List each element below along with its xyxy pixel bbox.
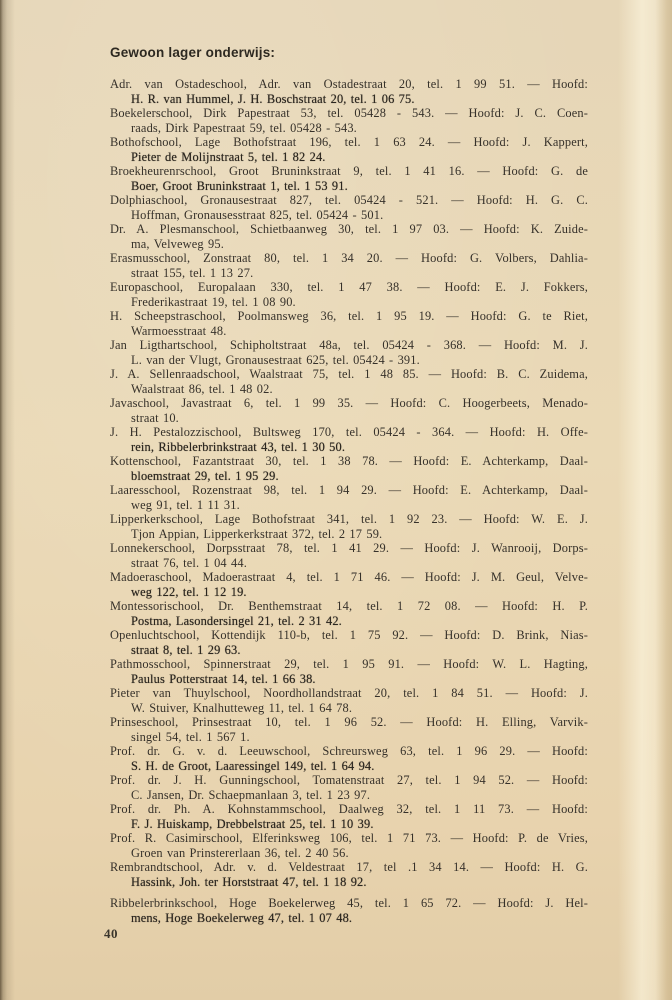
entry-line-2: rein, Ribbelerbrinkstraat 43, tel. 1 30 50. (131, 439, 346, 454)
entry-line-1: Dolphiaschool, Gronausestraat 827, tel. 05424 - 521. — Hoofd: H. G. C. (110, 193, 588, 207)
directory-entry (110, 628, 588, 657)
directory-entry (110, 686, 588, 715)
entry-line-2: Waalstraat 86, tel. 1 48 02. (131, 381, 273, 396)
entry-line-1: Bothofschool, Lage Bothofstraat 196, tel. 1 63 24. — Hoofd: J. Kappert, (110, 135, 588, 149)
directory-entry (110, 425, 588, 454)
directory-entry (110, 309, 588, 338)
entry-line-1: Jan Ligthartschool, Schipholtstraat 48a, tel. 05424 - 368. — Hoofd: M. J. (110, 338, 588, 352)
directory-entry (110, 193, 588, 222)
entry-line-1: Ribbelerbrinkschool, Hoge Boekelerweg 45, tel. 1 65 72. — Hoofd: J. Hel- (110, 896, 588, 910)
entry-line-2: Warmoesstraat 48. (131, 323, 227, 338)
entry-line-1: Javaschool, Javastraat 6, tel. 1 99 35. — Hoofd: C. Hoogerbeets, Menado- (110, 396, 588, 410)
entry-line-1: Europaschool, Europalaan 330, tel. 1 47 38. — Hoofd: E. J. Fokkers, (110, 280, 588, 294)
entry-line-1: Pathmosschool, Spinnerstraat 29, tel. 1 95 91. — Hoofd: W. L. Hagting, (110, 657, 588, 671)
entry-line-1: Montessorischool, Dr. Benthemstraat 14, tel. 1 72 08. — Hoofd: H. P. (110, 599, 588, 613)
entry-line-1: Rembrandtschool, Adr. v. d. Veldestraat 17, tel .1 34 14. — Hoofd: H. G. (110, 860, 588, 874)
directory-entry (110, 251, 588, 280)
directory-entry (110, 454, 588, 483)
directory-entry (110, 77, 588, 106)
directory-entry (110, 657, 588, 686)
entry-line-1: Broekheurenrschool, Groot Bruninkstraat 9, tel. 1 41 16. — Hoofd: G. de (110, 164, 588, 178)
entry-line-2: singel 54, tel. 1 567 1. (131, 729, 250, 744)
section-heading: Gewoon lager onderwijs: (110, 45, 276, 60)
entry-line-1: Prof. dr. J. H. Gunningschool, Tomatenstraat 27, tel. 1 94 52. — Hoofd: (110, 773, 588, 787)
entry-line-2: Hassink, Joh. ter Horststraat 47, tel. 1 18 92. (131, 874, 367, 889)
entry-line-1: Lonnekerschool, Dorpsstraat 78, tel. 1 41 29. — Hoofd: J. Wanrooij, Dorps- (110, 541, 588, 555)
entry-line-1: Dr. A. Plesmanschool, Schietbaanweg 30, tel. 1 97 03. — Hoofd: K. Zuide- (110, 222, 588, 236)
entry-line-2: F. J. Huiskamp, Drebbelstraat 25, tel. 1 10 39. (131, 816, 374, 831)
entry-line-2: Paulus Potterstraat 14, tel. 1 66 38. (131, 671, 316, 686)
directory-entry (110, 222, 588, 251)
entry-line-2: W. Stuiver, Knalhutteweg 11, tel. 1 64 78. (131, 700, 353, 715)
entry-line-2: C. Jansen, Dr. Schaepmanlaan 3, tel. 1 23 97. (131, 787, 371, 802)
directory-entry (110, 396, 588, 425)
directory-entry (110, 744, 588, 773)
entry-line-2: Boer, Groot Bruninkstraat 1, tel. 1 53 91. (131, 178, 348, 193)
entry-line-1: J. A. Sellenraadschool, Waalstraat 75, tel. 1 48 85. — Hoofd: B. C. Zuidema, (110, 367, 588, 381)
entry-line-2: straat 76, tel. 1 04 44. (131, 555, 247, 570)
entry-line-2: Tjon Appian, Lipperkerkstraat 372, tel. 2 17 59. (131, 526, 383, 541)
entry-list (110, 77, 588, 925)
directory-entry (110, 512, 588, 541)
entry-line-1: Prof. R. Casimirschool, Elferinksweg 106, tel. 1 71 73. — Hoofd: P. de Vries, (110, 831, 588, 845)
page-number: 40 (104, 926, 118, 941)
directory-entry (110, 164, 588, 193)
entry-line-1: Prof. dr. G. v. d. Leeuwschool, Schreursweg 63, tel. 1 96 29. — Hoofd: (110, 744, 588, 758)
directory-entry (110, 338, 588, 367)
entry-line-2: straat 10. (131, 410, 179, 425)
entry-line-2: Hoffman, Gronausesstraat 825, tel. 05424 - 501. (131, 207, 384, 222)
directory-entry (110, 896, 588, 925)
entry-line-1: H. Scheepstraschool, Poolmansweg 36, tel. 1 95 19. — Hoofd: G. te Riet, (110, 309, 588, 323)
page-content (110, 45, 588, 925)
entry-line-1: Openluchtschool, Kottendijk 110-b, tel. 1 75 92. — Hoofd: D. Brink, Nias- (110, 628, 588, 642)
directory-entry (110, 802, 588, 831)
entry-line-2: weg 122, tel. 1 12 19. (131, 584, 247, 599)
entry-line-2: bloemstraat 29, tel. 1 95 29. (131, 468, 279, 483)
directory-entry (110, 860, 588, 889)
directory-entry (110, 135, 588, 164)
directory-entry (110, 715, 588, 744)
entry-line-2: H. R. van Hummel, J. H. Boschstraat 20, tel. 1 06 75. (131, 91, 415, 106)
entry-line-2: ma, Velveweg 95. (131, 236, 224, 251)
entry-line-1: Adr. van Ostadeschool, Adr. van Ostadestraat 20, tel. 1 99 51. — Hoofd: (110, 77, 588, 91)
entry-line-2: Groen van Prinstererlaan 36, tel. 2 40 56. (131, 845, 349, 860)
entry-line-1: Prof. dr. Ph. A. Kohnstammschool, Daalweg 32, tel. 1 11 73. — Hoofd: (110, 802, 588, 816)
directory-entry (110, 570, 588, 599)
directory-entry (110, 483, 588, 512)
entry-line-1: J. H. Pestalozzischool, Bultsweg 170, tel. 05424 - 364. — Hoofd: H. Offe- (110, 425, 588, 439)
entry-line-2: S. H. de Groot, Laaressingel 149, tel. 1 64 94. (131, 758, 375, 773)
entry-line-2: Frederikastraat 19, tel. 1 08 90. (131, 294, 296, 309)
directory-entry (110, 773, 588, 802)
entry-line-1: Madoeraschool, Madoerastraat 4, tel. 1 71 46. — Hoofd: J. M. Geul, Velve- (110, 570, 588, 584)
entry-line-2: weg 91, tel. 1 11 31. (131, 497, 240, 512)
entry-line-2: straat 155, tel. 1 13 27. (131, 265, 254, 280)
entry-line-2: Postma, Lasondersingel 21, tel. 2 31 42. (131, 613, 342, 628)
entry-line-2: Pieter de Molijnstraat 5, tel. 1 82 24. (131, 149, 326, 164)
directory-entry (110, 367, 588, 396)
directory-entry (110, 106, 588, 135)
entry-line-2: L. van der Vlugt, Gronausestraat 625, tel. 05424 - 391. (131, 352, 420, 367)
entry-line-2: mens, Hoge Boekelerweg 47, tel. 1 07 48. (131, 910, 353, 925)
entry-line-1: Pieter van Thuylschool, Noordhollandstraat 20, tel. 1 84 51. — Hoofd: J. (110, 686, 588, 700)
entry-line-1: Lipperkerkschool, Lage Bothofstraat 341, tel. 1 92 23. — Hoofd: W. E. J. (110, 512, 588, 526)
directory-entry (110, 831, 588, 860)
entry-line-2: raads, Dirk Papestraat 59, tel. 05428 - 543. (131, 120, 357, 135)
entry-line-1: Kottenschool, Fazantstraat 30, tel. 1 38 78. — Hoofd: E. Achterkamp, Daal- (110, 454, 588, 468)
directory-entry (110, 280, 588, 309)
entry-line-1: Erasmusschool, Zonstraat 80, tel. 1 34 20. — Hoofd: G. Volbers, Dahlia- (110, 251, 588, 265)
directory-entry (110, 599, 588, 628)
directory-entry (110, 541, 588, 570)
entry-line-1: Laaresschool, Rozenstraat 98, tel. 1 94 29. — Hoofd: E. Achterkamp, Daal- (110, 483, 588, 497)
entry-line-1: Prinseschool, Prinsestraat 10, tel. 1 96 52. — Hoofd: H. Elling, Varvik- (110, 715, 588, 729)
entry-line-1: Boekelerschool, Dirk Papestraat 53, tel. 05428 - 543. — Hoofd: J. C. Coen- (110, 106, 588, 120)
entry-line-2: straat 8, tel. 1 29 63. (131, 642, 241, 657)
